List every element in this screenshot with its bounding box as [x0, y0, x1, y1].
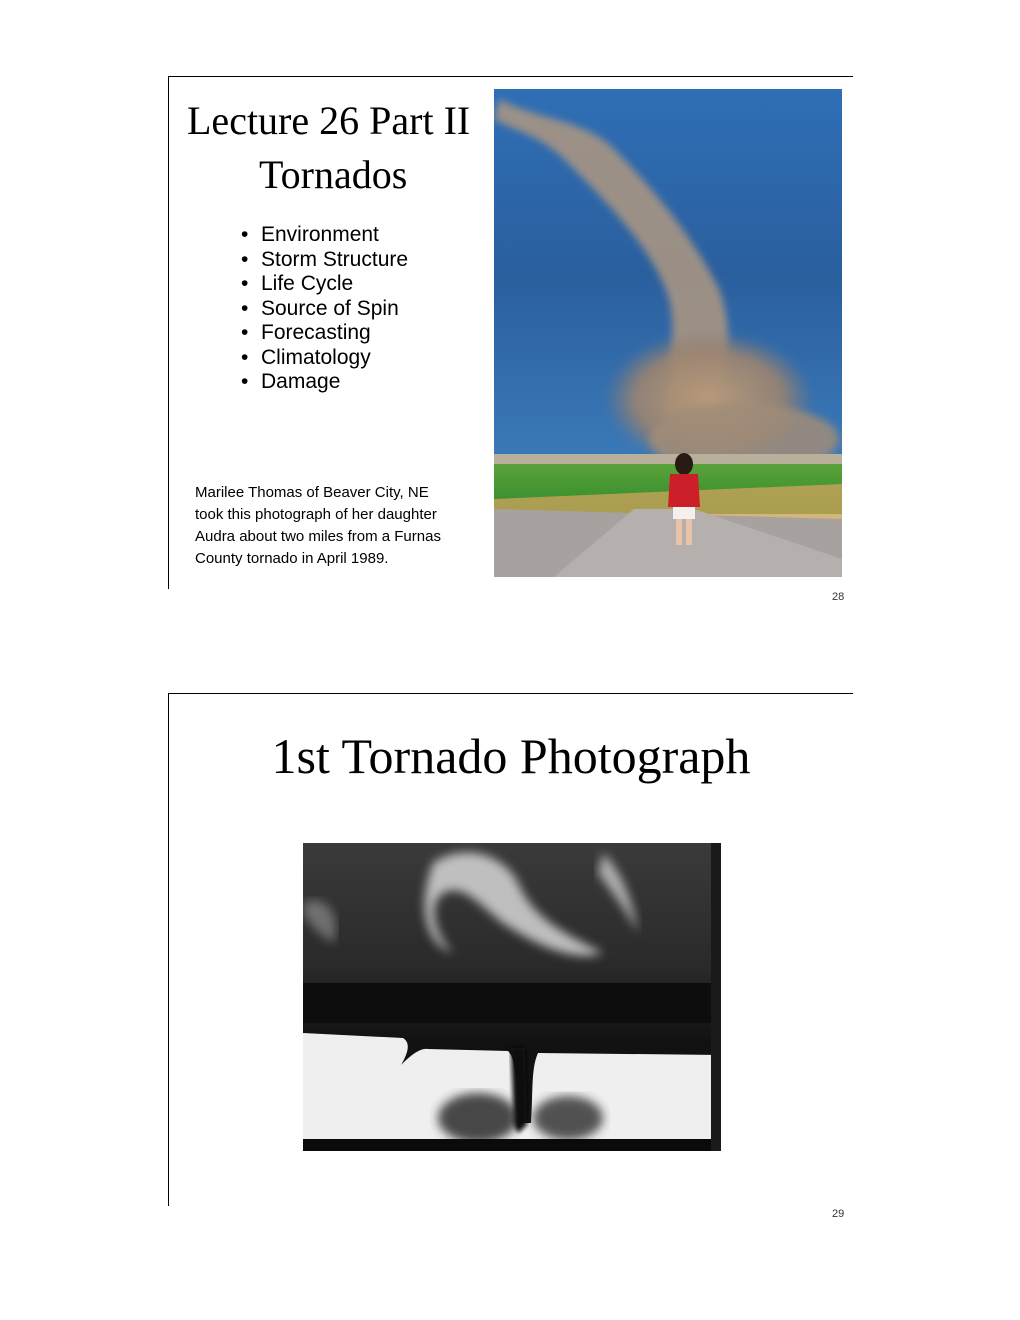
- bullet-icon: •: [241, 321, 249, 344]
- slide-title: 1st Tornado Photograph: [271, 728, 751, 784]
- list-item-label: Climatology: [261, 345, 371, 369]
- photo-caption: [195, 482, 495, 570]
- list-item-label: Source of Spin: [261, 296, 399, 320]
- bullet-icon: •: [241, 247, 249, 271]
- caption-line: County tornado in April 1989.: [195, 550, 389, 567]
- list-item: [239, 297, 408, 322]
- list-item: [239, 321, 408, 346]
- bullet-icon: •: [241, 272, 249, 295]
- caption-line: took this photograph of her daughter: [195, 506, 437, 523]
- slide-title-line-1: Lecture 26 Part II: [187, 98, 471, 143]
- bullet-icon: •: [241, 370, 249, 393]
- page-number: 28: [832, 591, 845, 603]
- bullet-icon: •: [241, 223, 249, 246]
- list-item-label: Damage: [261, 370, 341, 393]
- list-item: [239, 248, 408, 273]
- bullet-icon: •: [241, 296, 249, 320]
- topic-list: [239, 223, 408, 395]
- list-item: [239, 223, 408, 248]
- list-item-label: Life Cycle: [261, 272, 354, 295]
- list-item-label: Environment: [261, 223, 379, 246]
- list-item: [239, 272, 408, 297]
- list-item-label: Storm Structure: [261, 247, 409, 271]
- bullet-icon: •: [241, 345, 249, 369]
- slide-28: [168, 76, 853, 589]
- caption-line: Marilee Thomas of Beaver City, NE: [195, 484, 429, 501]
- list-item: [239, 370, 408, 395]
- list-item: [239, 346, 408, 371]
- caption-line: Audra about two miles from a Furnas: [195, 528, 441, 545]
- list-item-label: Forecasting: [261, 321, 371, 344]
- tornado-photo-color: [494, 89, 842, 577]
- slide-29: [168, 693, 853, 1206]
- page-number: 29: [832, 1208, 845, 1220]
- slide-title-line-2: Tornados: [259, 152, 408, 197]
- tornado-photo-historic: [303, 843, 721, 1151]
